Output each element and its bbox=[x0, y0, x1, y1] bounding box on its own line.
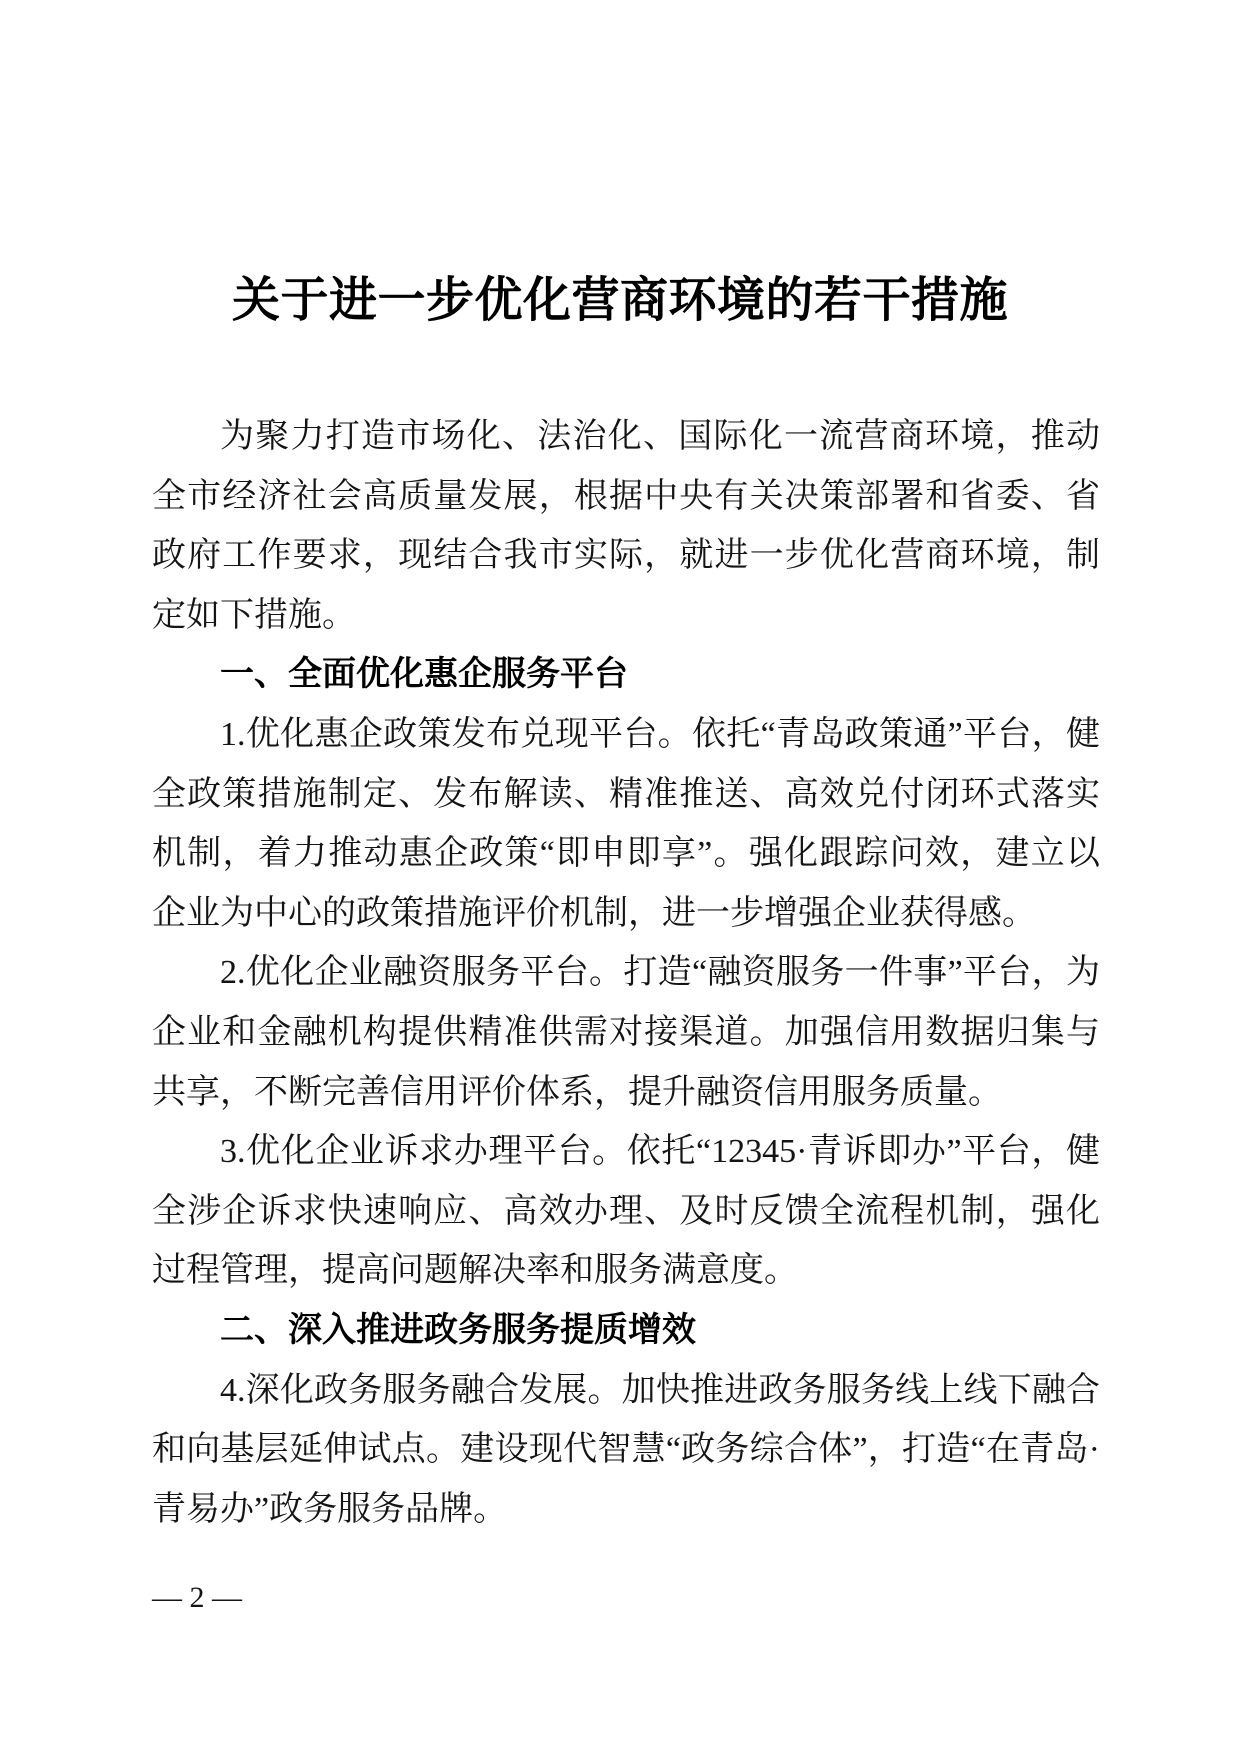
document-title: 关于进一步优化营商环境的若干措施 bbox=[231, 274, 1008, 327]
section-1-item-2: 2.优化企业融资服务平台。打造“融资服务一件事”平台，为企业和金融机构提供精准供需对接渠道。加强信用数据归集与共享，不断完善信用评价体系，提升融资信用服务质量。 bbox=[152, 954, 1100, 1111]
document-body bbox=[152, 407, 1100, 1539]
intro-paragraph: 为聚力打造市场化、法治化、国际化一流营商环境，推动全市经济社会高质量发展，根据中央有关决策部署和省委、省政府工作要求，现结合我市实际，就进一步优化营商环境，制定如下措施。 bbox=[152, 418, 1100, 634]
section-1-item-1: 1.优化惠企政策发布兑现平台。依托“青岛政策通”平台，健全政策措施制定、发布解读、精准推送、高效兑付闭环式落实机制，着力推动惠企政策“即申即享”。强化跟踪问效，建立以企业为中心的政策措施评价机制，进一步增强企业获得感。 bbox=[152, 715, 1100, 932]
section-2-heading: 二、深入推进政务服务提质增效 bbox=[220, 1310, 696, 1349]
section-1-item-3: 3.优化企业诉求办理平台。依托“12345·青诉即办”平台，健全涉企诉求快速响应、高效办理、及时反馈全流程机制，强化过程管理，提高问题解决率和服务满意度。 bbox=[152, 1133, 1100, 1290]
section-1-heading: 一、全面优化惠企服务平台 bbox=[220, 655, 628, 694]
page-number: — 2 — bbox=[152, 1581, 242, 1614]
section-2-item-1: 4.深化政务服务融合发展。加快推进政务服务线上线下融合和向基层延伸试点。建设现代智慧“政务综合体”，打造“在青岛·青易办”政务服务品牌。 bbox=[152, 1371, 1100, 1528]
